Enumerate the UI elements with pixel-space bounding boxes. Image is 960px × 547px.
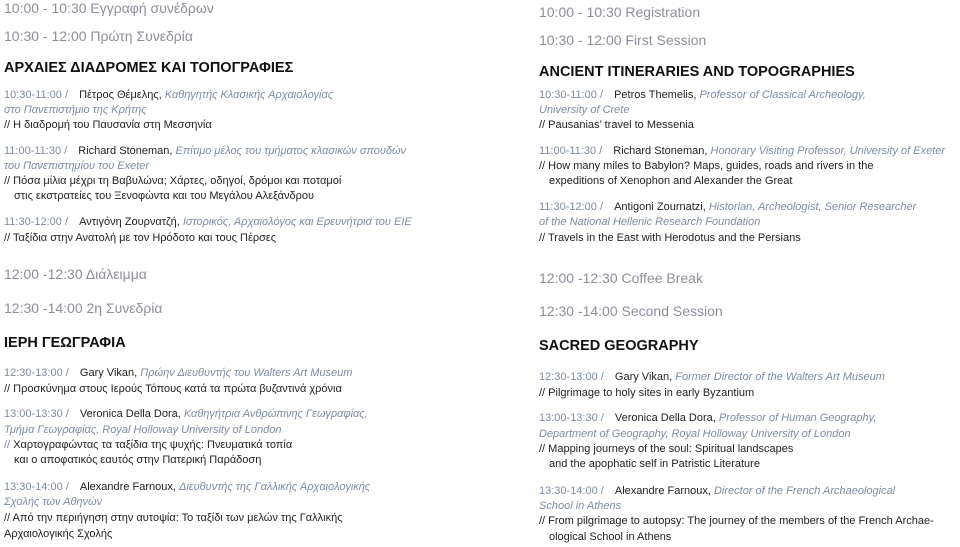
talk-4	[539, 370, 885, 385]
speaker-name: Alexandre Farnoux,	[79, 481, 176, 493]
talk-2	[539, 144, 945, 159]
talk-title: στις εκστρατείες του Ξενοφώντα και του Μεγάλου Αλεξάνδρου	[14, 190, 314, 202]
speaker-affiliation: Τμήμα Γεωγραφίας, Royal Holloway University of London	[4, 424, 282, 436]
speaker-affiliation: Διευθυντής της Γαλλικής Αρχαιολογικής	[178, 481, 371, 493]
speaker-name: Veronica Della Dora,	[79, 408, 181, 420]
speaker-name: Gary Vikan,	[614, 371, 673, 383]
talk-title: Αρχαιολογικής Σχολής	[4, 528, 113, 540]
talk-time: 13:30-14:00 /	[539, 485, 604, 497]
speaker-affiliation: Ιστορικός, Αρχαιολόγος και Ερευνήτρια του ΕΙΕ	[182, 216, 412, 228]
speaker-name: Antigoni Zournatzi,	[614, 201, 706, 213]
talk-1	[4, 88, 333, 103]
section-title: ANCIENT ITINERARIES AND TOPOGRAPHIES	[539, 64, 855, 80]
speaker-affiliation: Σχολής των Αθηνών	[4, 496, 103, 508]
registration-slot: 10:00 - 10:30 Εγγραφή συνέδρων	[4, 0, 214, 16]
registration-slot: 10:00 - 10:30 Registration	[539, 4, 701, 20]
talk-title: // Travels in the East with Herodotus and the Persians	[539, 232, 801, 244]
talk-time: 13:00-13:30 /	[4, 408, 69, 420]
talk-title: // Προσκύνημα στους Ιερούς Τόπους κατά τα πρώτα βυζαντινά χρόνια	[4, 383, 342, 395]
talk-time: 11:30-12:00 /	[4, 216, 69, 228]
break-slot: 12:00 -12:30 Διάλειμμα	[4, 266, 147, 282]
talk-6	[539, 484, 895, 499]
talk-title: and the apophatic self in Patristic Literature	[549, 458, 760, 470]
speaker-affiliation: Former Director of the Walters Art Museum	[675, 371, 885, 383]
section-title: ΙΕΡΗ ΓΕΩΓΡΑΦΙΑ	[4, 335, 126, 351]
talk-3	[539, 200, 916, 215]
speaker-name: Richard Stoneman,	[78, 145, 173, 157]
talk-title: // Pilgrimage to holy sites in early Byzantium	[539, 387, 755, 399]
talk-title: // Ταξίδια στην Ανατολή με τον Ηρόδοτο και τους Πέρσες	[4, 232, 277, 244]
speaker-name: Gary Vikan,	[79, 367, 138, 379]
talk-title: // Πόσα μίλια μέχρι τη Βαβυλώνα; Χάρτες, οδηγοί, δρόμοι και ποταμοί	[4, 175, 342, 187]
speaker-affiliation: Επίτιμο μέλος του τμήματος κλασικών σπουδών	[175, 145, 407, 157]
talk-title	[4, 438, 292, 453]
talk-title: // Mapping journeys of the soul: Spiritual landscapes	[539, 443, 794, 455]
talk-6	[4, 480, 370, 495]
talk-5	[539, 411, 876, 426]
talk-time: 10:30-11:00 /	[539, 89, 604, 101]
second-session-slot: 12:30 -14:00 2η Συνεδρία	[4, 300, 163, 316]
speaker-affiliation: Πρώην Διευθυντής του Walters Art Museum	[140, 367, 353, 379]
talk-title: // From pilgrimage to autopsy: The journey of the members of the French Archae-	[539, 515, 934, 527]
talk-2	[4, 144, 406, 159]
speaker-affiliation: Director of the French Archaeological	[713, 485, 896, 497]
speaker-affiliation: στο Πανεπιστήμιο της Κρήτης	[4, 104, 147, 116]
talk-title: // Από την περιήγηση στην αυτοψία: Το ταξίδι των μελών της Γαλλικής	[4, 512, 343, 524]
talk-time: 11:00-11:30 /	[4, 145, 68, 157]
talk-title: ological School in Athens	[549, 531, 672, 543]
talk-title: // How many miles to Babylon? Maps, guides, roads and rivers in the	[539, 160, 874, 172]
talk-time: 11:30-12:00 /	[539, 201, 604, 213]
talk-3	[4, 215, 412, 230]
talk-time: 12:30-13:00 /	[4, 367, 69, 379]
section-title: ΑΡΧΑΙΕΣ ΔΙΑΔΡΟΜΕΣ ΚΑΙ ΤΟΠΟΓΡΑΦΙΕΣ	[4, 60, 294, 76]
section-title: SACRED GEOGRAPHY	[539, 338, 699, 354]
talk-time: 12:30-13:00 /	[539, 371, 604, 383]
speaker-affiliation: of the National Hellenic Research Foundation	[539, 216, 761, 228]
speaker-affiliation: Department of Geography, Royal Holloway University of London	[539, 428, 851, 440]
speaker-affiliation: Professor of Human Geography,	[718, 412, 877, 424]
talk-time: 10:30-11:00 /	[4, 89, 69, 101]
talk-time: 13:00-13:30 /	[539, 412, 604, 424]
speaker-affiliation: Professor of Classical Archeology,	[699, 89, 866, 101]
speaker-affiliation: School in Athens	[539, 500, 622, 512]
talk-title: // Pausanias’ travel to Messenia	[539, 119, 694, 131]
speaker-affiliation: του Πανεπιστημίου του Exeter	[4, 160, 150, 172]
speaker-affiliation: Honorary Visiting Professor, University of Exeter	[710, 145, 946, 157]
speaker-name: Petros Themelis,	[614, 89, 697, 101]
talk-title: και ο αποφατικός εαυτός στην Πατερική Παράδοση	[14, 454, 262, 466]
speaker-affiliation: Καθηγητής Κλασικής Αρχαιολογίας	[164, 89, 334, 101]
speaker-name: Πέτρος Θέμελης,	[79, 89, 162, 101]
speaker-affiliation: Καθηγήτρια Ανθρώπινης Γεωγραφίας,	[183, 408, 368, 420]
speaker-name: Αντιγόνη Ζουρνατζή,	[79, 216, 180, 228]
first-session-slot: 10:30 - 12:00 Πρώτη Συνεδρία	[4, 28, 193, 44]
speaker-name: Alexandre Farnoux,	[614, 485, 711, 497]
talk-time: 11:00-11:30 /	[539, 145, 603, 157]
talk-1	[539, 88, 866, 103]
talk-4	[4, 366, 352, 381]
speaker-affiliation: Historian, Archeologist, Senior Researcher	[708, 201, 917, 213]
second-session-slot: 12:30 -14:00 Second Session	[539, 303, 723, 319]
talk-title: expeditions of Xenophon and Alexander the Great	[549, 175, 793, 187]
speaker-name: Veronica Della Dora,	[614, 412, 716, 424]
title-marker: //	[4, 439, 11, 451]
talk-title: // Η διαδρομή του Παυσανία στη Μεσσηνία	[4, 119, 212, 131]
talk-title-text: Χαρτογραφώντας τα ταξίδια της ψυχής: Πνευματικά τοπία	[13, 439, 293, 451]
talk-time: 13:30-14:00 /	[4, 481, 69, 493]
break-slot: 12:00 -12:30 Coffee Break	[539, 270, 703, 286]
speaker-affiliation: University of Crete	[539, 104, 630, 116]
speaker-name: Richard Stoneman,	[613, 145, 708, 157]
first-session-slot: 10:30 - 12:00 First Session	[539, 32, 707, 48]
talk-5	[4, 407, 368, 422]
